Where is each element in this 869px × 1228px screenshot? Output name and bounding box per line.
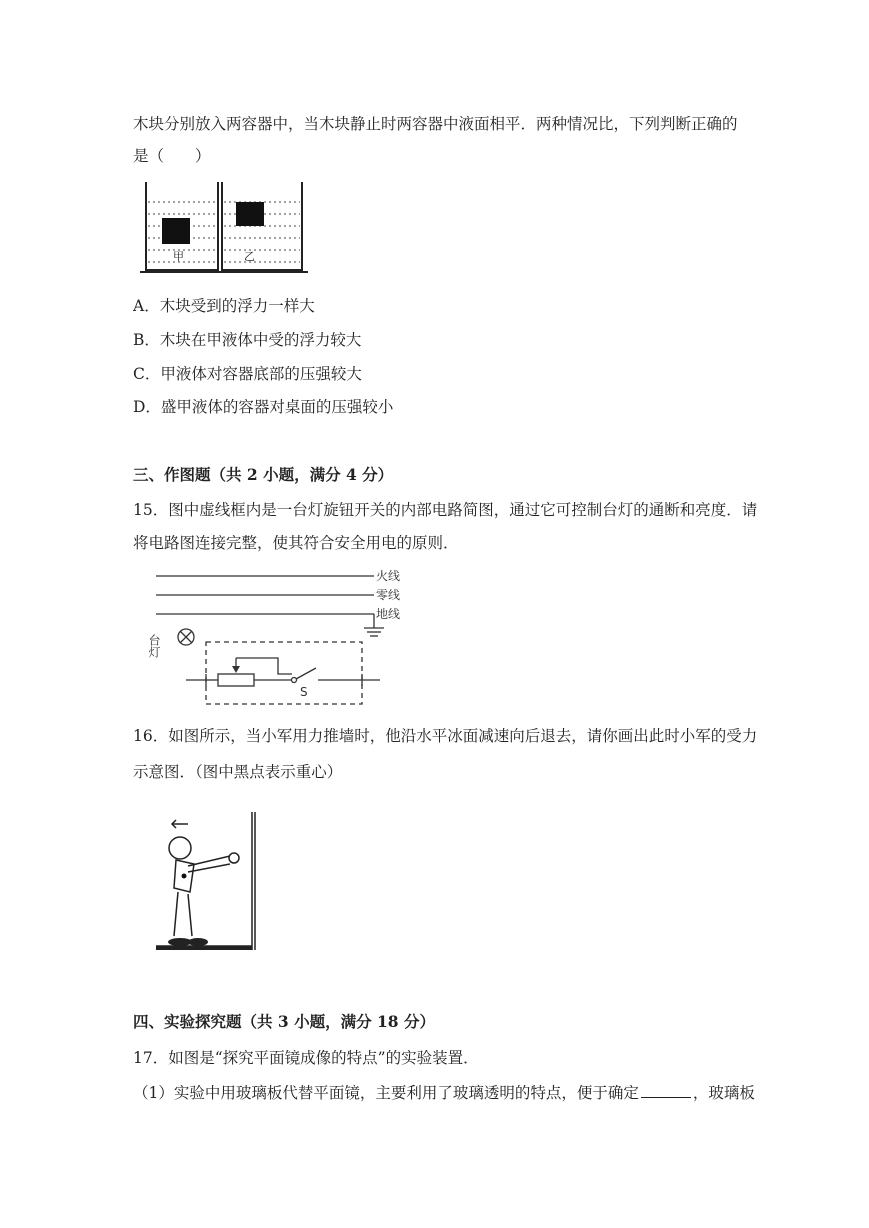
q15-line-2: 将电路图连接完整，使其符合安全用电的原则．: [133, 534, 459, 552]
q14-stem-line-2: 是（ ）: [133, 147, 211, 165]
q16-line-2: 示意图．（图中黑点表示重心）: [133, 763, 343, 781]
q15-circuit-figure: [148, 562, 448, 716]
q14-option-b: B．木块在甲液体中受的浮力较大: [133, 331, 362, 349]
label-live-wire: 火线: [376, 569, 401, 583]
q14-option-a: A．木块受到的浮力一样大: [133, 297, 315, 315]
label-neutral-wire: 零线: [376, 588, 401, 602]
q14-containers-figure: [140, 180, 312, 280]
q17-line-1: 17．如图是“探究平面镜成像的特点”的实验装置．: [133, 1049, 479, 1067]
q14-option-d: D．盛甲液体的容器对桌面的压强较小: [133, 398, 394, 416]
label-switch: S: [300, 685, 308, 699]
label-lamp: 台灯: [148, 634, 161, 658]
q14-option-c: C．甲液体对容器底部的压强较大: [133, 365, 362, 383]
section-3-title: 三、作图题（共 2 小题，满分 4 分）: [133, 465, 394, 484]
label-yi: 乙: [244, 250, 255, 263]
q14-stem-line-1: 木块分别放入两容器中，当木块静止时两容器中液面相平．两种情况比，下列判断正确的: [133, 115, 738, 133]
answer-blank[interactable]: [641, 1083, 691, 1098]
q16-line-1: 16．如图所示，当小军用力推墙时，他沿水平冰面减速向后退去，请你画出此时小军的受力: [133, 727, 758, 745]
q16-boy-pushing-wall-figure: [152, 808, 284, 962]
label-jia: 甲: [173, 250, 184, 263]
q17-line-2-before: （1）实验中用玻璃板代替平面镜，主要利用了玻璃透明的特点，便于确定: [133, 1084, 639, 1102]
section-4-title: 四、实验探究题（共 3 小题，满分 18 分）: [133, 1012, 435, 1031]
q17-line-2: [133, 1083, 755, 1103]
q15-line-1: 15．图中虚线框内是一台灯旋钮开关的内部电路简图，通过它可控制台灯的通断和亮度．请: [133, 501, 758, 519]
label-ground-wire: 地线: [376, 607, 401, 621]
q17-line-2-after: ，玻璃板: [692, 1084, 755, 1102]
